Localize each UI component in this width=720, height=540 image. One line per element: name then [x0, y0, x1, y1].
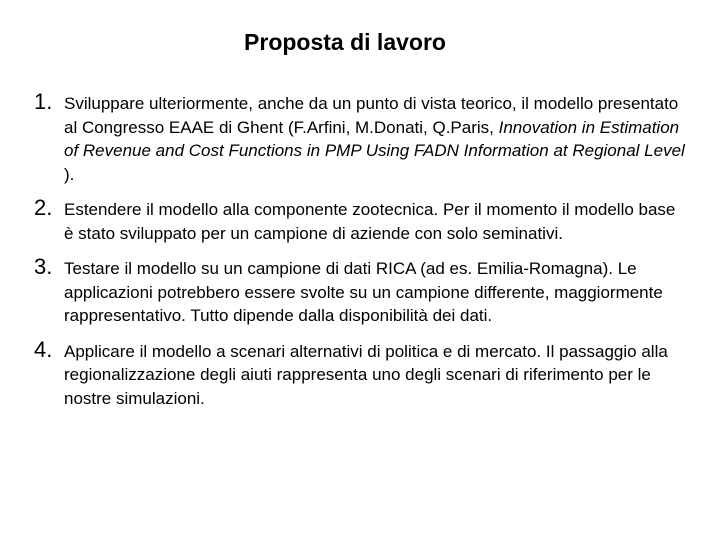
list-item-text: Testare il modello su un campione di dati RICA (ad es. Emilia-Romagna). Le applicazioni potrebbero essere svolte su un campione differente, maggiormente rappresentativo. Tutto dipende dalla disponibilità dei dati.	[64, 259, 663, 325]
list-item-number: 3.	[34, 254, 53, 279]
list-item-text-tail: ).	[64, 164, 75, 184]
list-item	[34, 336, 689, 411]
list-item-text: Estendere il modello alla componente zootecnica. Per il momento il modello base è stato sviluppato per un campione di aziende con solo seminativi.	[64, 200, 676, 243]
list-item-number: 4.	[34, 336, 53, 362]
list-item	[34, 195, 689, 245]
list-item-number: 1.	[34, 89, 53, 114]
list-item-text	[64, 94, 685, 184]
proposal-list	[34, 89, 689, 422]
list-item-number: 2.	[34, 195, 53, 220]
slide-title: Proposta di lavoro	[244, 29, 446, 55]
list-item	[34, 254, 689, 328]
list-item-text: Applicare il modello a scenari alternativi di politica e di mercato. Il passaggio alla regionalizzazione degli aiuti rappresenta uno degli scenari di riferimento per le nostre simulazioni.	[64, 341, 668, 408]
paper-title: Innovation in Estimation of Revenue and Cost Functions in PMP Using FADN Information at Regional Level	[64, 117, 685, 160]
list-item	[34, 89, 689, 186]
list-item-text-main: Sviluppare ulteriormente, anche da un punto di vista teorico, il modello presentato al Congresso EAAE di Ghent (F.Arfini, M.Donati, Q.Paris,	[64, 94, 679, 137]
